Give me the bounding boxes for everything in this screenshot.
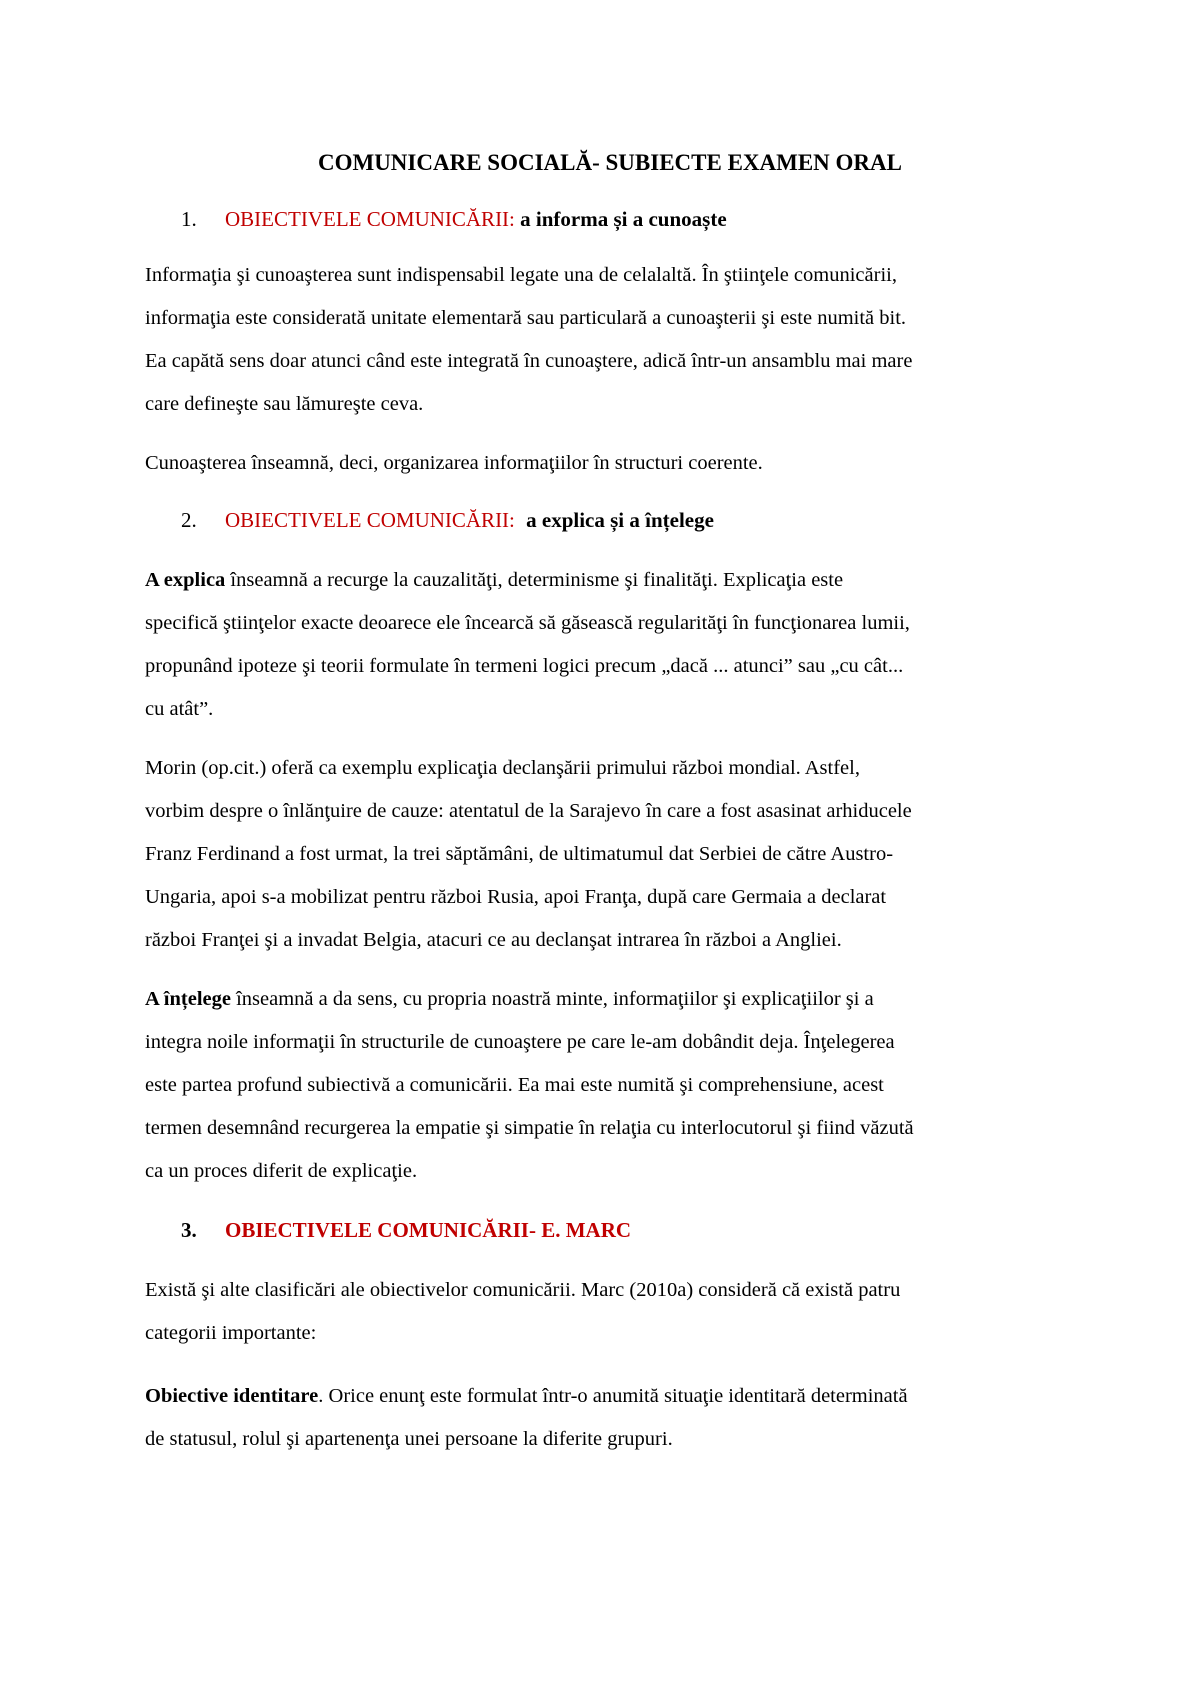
text-line: vorbim despre o înlănţuire de cauze: atentatul de la Sarajevo în care a fost asasinat arhiducele xyxy=(145,800,912,822)
text-line: integra noile informaţii în structurile de cunoaştere pe care le-am dobândit deja. Înţelegerea xyxy=(145,1031,895,1053)
paragraph-a-explica xyxy=(145,559,1065,731)
term-a-explica: A explica xyxy=(145,569,226,591)
text-line: Ungaria, apoi s-a mobilizat pentru război Rusia, apoi Franţa, după care Germaia a declarat xyxy=(145,886,887,908)
paragraph-informatia xyxy=(145,254,1065,426)
section-3-number: 3. xyxy=(181,1218,197,1242)
text-line: categorii importante: xyxy=(145,1322,317,1344)
section-2-heading xyxy=(145,505,1065,535)
document-title: COMUNICARE SOCIALĂ- SUBIECTE EXAMEN ORAL xyxy=(317,150,902,175)
document-content xyxy=(145,148,1065,1477)
section-2-red-label: OBIECTIVELE COMUNICĂRII: xyxy=(225,508,515,532)
text-line: informaţia este considerată unitate elementară sau particulară a cunoaşterii şi este numită bit. xyxy=(145,307,907,329)
text-line: specifică ştiinţelor exacte deoarece ele încearcă să găsească regularităţi în funcţionarea lumii, xyxy=(145,612,910,634)
text-line: Morin (op.cit.) oferă ca exemplu explicaţia declanşării primului război mondial. Astfel, xyxy=(145,757,860,779)
text-line: ca un proces diferit de explicaţie. xyxy=(145,1160,418,1182)
paragraph-cunoasterea xyxy=(145,442,1065,485)
section-2-number: 2. xyxy=(181,508,197,532)
text-line: este partea profund subiectivă a comunicării. Ea mai este numită şi comprehensiune, acest xyxy=(145,1074,884,1096)
text-run: înseamnă a recurge la cauzalităţi, determinisme şi finalităţi. Explicaţia este xyxy=(225,569,844,591)
text-line: care defineşte sau lămureşte ceva. xyxy=(145,393,424,415)
text-run: . Orice enunţ este formulat într-o anumită situaţie identitară determinată xyxy=(318,1385,908,1407)
text-line xyxy=(145,1375,1065,1418)
text-line: Cunoaşterea înseamnă, deci, organizarea informaţiilor în structuri coerente. xyxy=(145,452,763,474)
section-1-heading xyxy=(145,204,1065,234)
text-line: termen desemnând recurgerea la empatie şi simpatie în relaţia cu interlocutorul şi fiind văzută xyxy=(145,1117,914,1139)
section-2-black-label: a explica și a înțelege xyxy=(526,508,714,532)
section-3-red-label: OBIECTIVELE COMUNICĂRII- E. MARC xyxy=(225,1218,632,1242)
paragraph-clasificari xyxy=(145,1269,1065,1355)
text-line: cu atât”. xyxy=(145,698,214,720)
text-line: Există şi alte clasificări ale obiectivelor comunicării. Marc (2010a) consideră că există patru xyxy=(145,1279,901,1301)
text-line: propunând ipoteze şi teorii formulate în termeni logici precum „dacă ... atunci” sau „cu cât... xyxy=(145,655,904,677)
paragraph-morin xyxy=(145,747,1065,962)
text-line: Ea capătă sens doar atunci când este integrată în cunoaştere, adică într-un ansamblu mai mare xyxy=(145,350,913,372)
text-line: război Franţei şi a invadat Belgia, atacuri ce au declanşat intrarea în război a Angliei. xyxy=(145,929,842,951)
paragraph-a-intelege xyxy=(145,978,1065,1193)
section-1-black-label: a informa și a cunoaște xyxy=(520,207,727,231)
section-1-number: 1. xyxy=(181,207,197,231)
term-obiective-identitare: Obiective identitare xyxy=(145,1385,319,1407)
text-run: înseamnă a da sens, cu propria noastră minte, informaţiilor şi explicaţiilor şi a xyxy=(230,988,874,1010)
text-line xyxy=(145,978,1065,1021)
section-1-red-label: OBIECTIVELE COMUNICĂRII: xyxy=(225,207,515,231)
text-line xyxy=(145,559,1065,602)
paragraph-obiective-identitare xyxy=(145,1375,1065,1461)
text-line: Franz Ferdinand a fost urmat, la trei săptămâni, de ultimatumul dat Serbiei de către Austro- xyxy=(145,843,894,865)
term-a-intelege: A înțelege xyxy=(145,988,231,1010)
text-line: Informaţia şi cunoaşterea sunt indispensabil legate una de celalaltă. În ştiinţele comunicării, xyxy=(145,264,897,286)
text-line: de statusul, rolul şi apartenenţa unei persoane la diferite grupuri. xyxy=(145,1428,673,1450)
section-3-heading xyxy=(145,1215,1065,1245)
